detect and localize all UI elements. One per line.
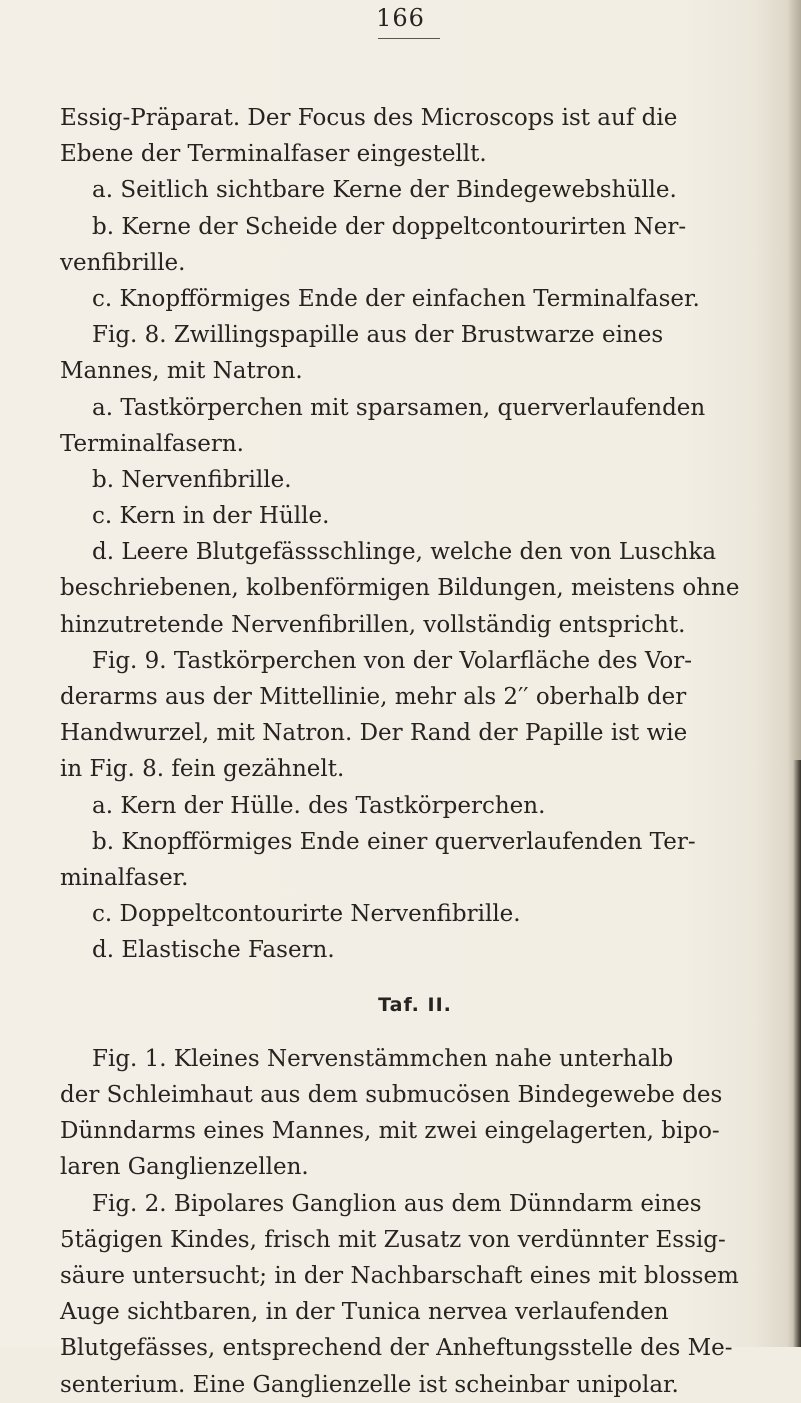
text-line: Blutgefässes, entsprechend der Anheftungsstelle des Me- xyxy=(60,1335,733,1362)
text-line: Fig. 9. Tastkörperchen von der Volarfläche des Vor- xyxy=(92,647,693,674)
page-edge-dark xyxy=(793,760,801,1347)
text-line: in Fig. 8. fein gezähnelt. xyxy=(60,756,345,783)
text-line: Fig. 8. Zwillingspapille aus der Brustwarze eines xyxy=(92,322,664,349)
text-line: minalfaser. xyxy=(60,864,189,891)
text-line: 5tägigen Kindes, frisch mit Zusatz von verdünnter Essig- xyxy=(60,1226,726,1253)
text-line: senterium. Eine Ganglienzelle ist scheinbar unipolar. xyxy=(60,1371,679,1398)
body-text xyxy=(60,100,770,1403)
text-line: Handwurzel, mit Natron. Der Rand der Papille ist wie xyxy=(60,720,688,747)
text-line: venfibrille. xyxy=(60,249,186,276)
text-line: d. Leere Blutgefässschlinge, welche den von Luschka xyxy=(92,539,717,566)
header-rule xyxy=(378,38,440,39)
text-line: derarms aus der Mittellinie, mehr als 2′′ oberhalb der xyxy=(60,684,687,710)
text-line: Fig. 1. Kleines Nervenstämmchen nahe unterhalb xyxy=(92,1045,674,1072)
text-line: a. Kern der Hülle. des Tastkörperchen. xyxy=(92,792,546,819)
text-line: laren Ganglienzellen. xyxy=(60,1154,309,1181)
text-line: Essig-Präparat. Der Focus des Microscops ist auf die xyxy=(60,105,678,131)
page-number: 166 xyxy=(376,4,425,32)
text-line: c. Knopfförmiges Ende der einfachen Terminalfaser. xyxy=(92,285,700,312)
text-line: a. Tastkörperchen mit sparsamen, querverlaufenden xyxy=(92,394,706,421)
text-line: c. Doppeltcontourirte Nervenfibrille. xyxy=(92,901,521,928)
text-line: b. Kerne der Scheide der doppeltcontourirten Ner- xyxy=(92,213,687,240)
text-line: Auge sichtbaren, in der Tunica nervea verlaufenden xyxy=(60,1299,669,1326)
text-line: Mannes, mit Natron. xyxy=(60,358,303,385)
text-line: c. Kern in der Hülle. xyxy=(92,503,330,530)
text-line: b. Knopfförmiges Ende einer querverlaufenden Ter- xyxy=(92,828,696,855)
text-line: hinzutretende Nervenfibrillen, vollständig entspricht. xyxy=(60,611,686,638)
text-line: a. Seitlich sichtbare Kerne der Bindegewebshülle. xyxy=(92,177,677,204)
text-line: der Schleimhaut aus dem submucösen Bindegewebe des xyxy=(60,1082,723,1109)
text-line: beschriebenen, kolbenförmigen Bildungen, meistens ohne xyxy=(60,575,740,602)
text-line: Dünndarms eines Mannes, mit zwei eingelagerten, bipo- xyxy=(60,1118,720,1145)
text-line: Ebene der Terminalfaser eingestellt. xyxy=(60,141,487,168)
text-line: d. Elastische Fasern. xyxy=(92,937,335,964)
text-line: Terminalfasern. xyxy=(60,430,244,457)
text-line: säure untersucht; in der Nachbarschaft eines mit blossem xyxy=(60,1263,739,1290)
text-line: b. Nervenfibrille. xyxy=(92,466,292,493)
plate-heading: Taf. II. xyxy=(378,993,452,1016)
text-line: Fig. 2. Bipolares Ganglion aus dem Dünndarm eines xyxy=(92,1190,702,1217)
